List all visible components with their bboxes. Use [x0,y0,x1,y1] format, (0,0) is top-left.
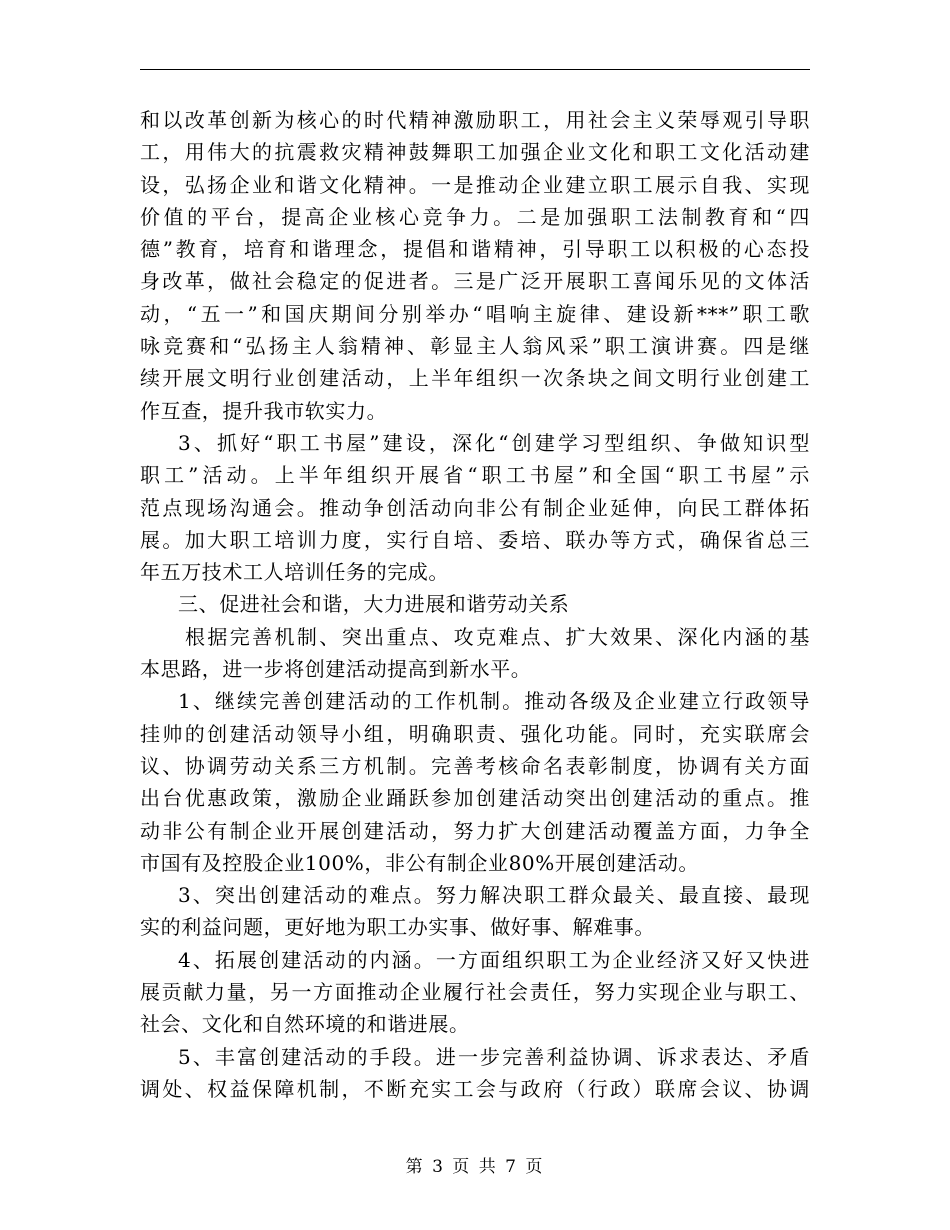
paragraph-first-line: 根据完善机制、突出重点、攻克难点、扩大效果、深化内涵的基 [185,624,810,649]
text-line: 范点现场沟通会。推动争创活动向非公有制企业延伸，向民工群体拓 [140,495,810,520]
text-line: 挂帅的创建活动领导小组，明确职责、强化功能。同时，充实联席会 [140,721,810,746]
text-line: 本思路，进一步将创建活动提高到新水平。 [140,657,532,682]
text-line: 价值的平台，提高企业核心竞争力。二是加强职工法制教育和“四 [140,204,810,229]
text-line: 实的利益问题，更好地为职工办实事、做好事、解难事。 [140,915,655,940]
text-line: 年五万技术工人培训任务的完成。 [140,560,449,585]
text-line: 咏竞赛和“弘扬主人翁精神、彰显主人翁风采”职工演讲赛。四是继 [140,334,810,359]
text-line: 调处、权益保障机制，不断充实工会与政府（行政）联席会议、协调 [140,1076,810,1101]
page-number: 第 3 页 共 7 页 [405,1157,545,1177]
text-line: 出台优惠政策，激励企业踊跃参加创建活动突出创建活动的重点。推 [140,786,810,811]
text-line: 身改革，做社会稳定的促进者。三是广泛开展职工喜闻乐见的文体活 [140,269,810,294]
section-heading: 三、促进社会和谐，大力进展和谐劳动关系 [178,592,570,617]
text-line: 动，“五一”和国庆期间分别举办“唱响主旋律、建设新***”职工歌 [140,301,810,326]
text-line: 议、协调劳动关系三方机制。完善考核命名表彰制度，协调有关方面 [140,753,810,778]
text-line: 职工”活动。上半年组织开展省“职工书屋”和全国“职工书屋”示 [140,463,810,488]
text-line: 德”教育，培育和谐理念，提倡和谐精神，引导职工以积极的心态投 [140,237,810,262]
paragraph-first-line: 4、拓展创建活动的内涵。一方面组织职工为企业经济又好又快进 [178,947,810,972]
document-body [140,104,810,1105]
text-line: 社会、文化和自然环境的和谐进展。 [140,1012,470,1037]
text-line: 工，用伟大的抗震救灾精神鼓舞职工加强企业文化和职工文化活动建 [140,140,810,165]
header-rule [140,69,810,70]
paragraph-first-line: 3、抓好“职工书屋”建设，深化“创建学习型组织、争做知识型 [178,430,810,455]
text-line: 展贡献力量，另一方面推动企业履行社会责任，努力实现企业与职工、 [140,980,810,1005]
text-line: 市国有及控股企业100%，非公有制企业80%开展创建活动。 [140,850,700,875]
text-line: 续开展文明行业创建活动，上半年组织一次条块之间文明行业创建工 [140,366,810,391]
paragraph-first-line: 1、继续完善创建活动的工作机制。推动各级及企业建立行政领导 [178,689,810,714]
text-line: 展。加大职工培训力度，实行自培、委培、联办等方式，确保省总三 [140,527,810,552]
text-line: 作互查，提升我市软实力。 [140,398,388,423]
paragraph-first-line: 5、丰富创建活动的手段。进一步完善利益协调、诉求表达、矛盾 [178,1044,810,1069]
text-line: 设，弘扬企业和谐文化精神。一是推动企业建立职工展示自我、实现 [140,172,810,197]
text-line: 和以改革创新为核心的时代精神激励职工，用社会主义荣辱观引导职 [140,108,810,132]
text-line: 动非公有制企业开展创建活动，努力扩大创建活动覆盖方面，力争全 [140,818,810,843]
paragraph-first-line: 3、突出创建活动的难点。努力解决职工群众最关、最直接、最现 [178,883,810,908]
